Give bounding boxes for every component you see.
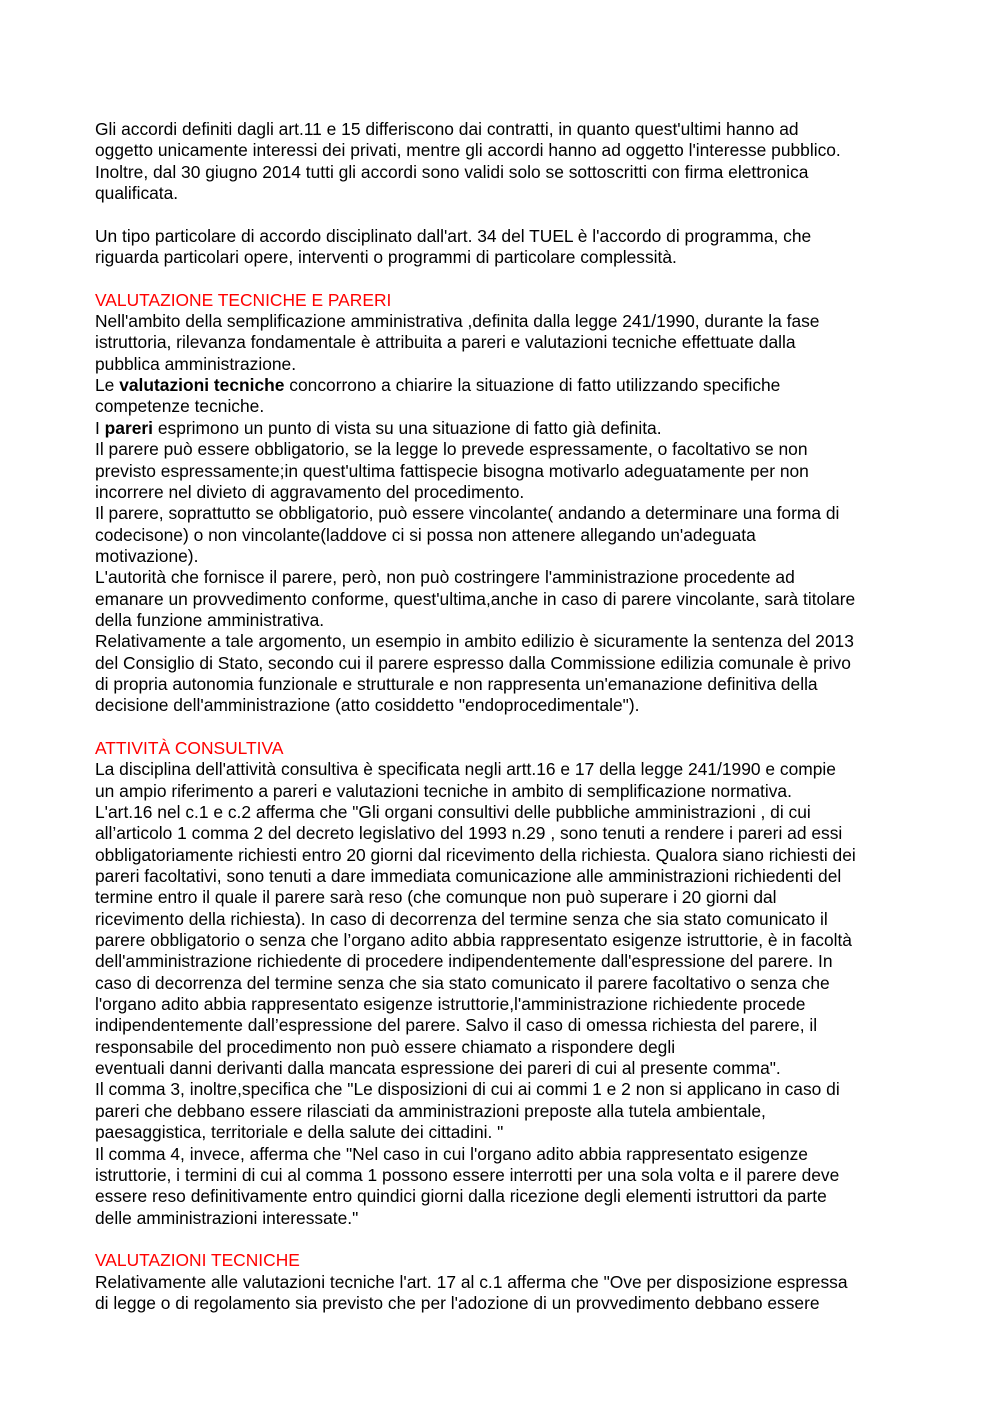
text-line: Inoltre, dal 30 giugno 2014 tutti gli accordi sono validi solo se sottoscritti con firma elettronica xyxy=(95,161,809,182)
text-line: qualificata. xyxy=(95,183,179,204)
text-run: concorrono a chiarire la situazione di fatto utilizzando specifiche xyxy=(284,375,781,396)
text-line: ricevimento della richiesta). In caso di decorrenza del termine senza che sia stato comunicato il xyxy=(95,908,828,929)
text-line: eventuali danni derivanti dalla mancata espressione dei pareri di cui al presente comma". xyxy=(95,1058,781,1079)
text-line: L'autorità che fornisce il parere, però, non può costringere l'amministrazione procedente ad xyxy=(95,567,795,588)
text-line: caso di decorrenza del termine senza che sia stato comunicato il parere facoltativo o senza che xyxy=(95,972,830,993)
text-line: indipendentemente dall’espressione del parere. Salvo il caso di omessa richiesta del parere, il xyxy=(95,1015,818,1036)
text-run: esprimono un punto di vista su una situazione di fatto già definita. xyxy=(153,417,662,438)
section-valutazioni-tecniche xyxy=(95,1250,915,1314)
text-line xyxy=(95,418,915,439)
text-line: La disciplina dell'attività consultiva è specificata negli artt.16 e 17 della legge 241/1990 e compie xyxy=(95,759,836,780)
text-line: obbligatoriamente richiesti entro 20 giorni dal ricevimento della richiesta. Qualora siano richiesti dei xyxy=(95,844,856,865)
text-line: Nell'ambito della semplificazione amministrativa ,definita dalla legge 241/1990, durante la fase xyxy=(95,311,820,332)
text-line: istruttorie, i termini di cui al comma 1 possono essere interrotti per una sola volta e il parere deve xyxy=(95,1164,840,1185)
text-line: previsto espressamente;in quest'ultima fattispecie bisogna motivarlo adeguatamente per non xyxy=(95,460,809,481)
text-line: competenze tecniche. xyxy=(95,396,265,417)
text-line: Un tipo particolare di accordo disciplinato dall'art. 34 del TUEL è l'accordo di programma, che xyxy=(95,225,812,246)
text-line: L'art.16 nel c.1 e c.2 afferma che "Gli organi consultivi delle pubbliche amministrazioni , di cui xyxy=(95,802,811,822)
section-heading: VALUTAZIONI TECNICHE xyxy=(95,1250,300,1271)
text-line: all’articolo 1 comma 2 del decreto legislativo del 1993 n.29 , sono tenuti a rendere i pareri ad essi xyxy=(95,823,843,844)
text-line: Relativamente a tale argomento, un esempio in ambito edilizio è sicuramente la sentenza del 2013 xyxy=(95,631,854,652)
text-line: di propria autonomia funzionale e strutturale e non rappresenta un'emanazione definitiva della xyxy=(95,673,818,694)
section-attivita-consultiva xyxy=(95,738,915,1229)
bold-term: pareri xyxy=(104,417,154,438)
paragraph-gap xyxy=(95,204,915,225)
text-line: del Consiglio di Stato, secondo cui il parere espresso dalla Commissione edilizia comunale è privo xyxy=(95,652,851,673)
text-line: codecisone) o non vincolante(laddove ci si possa non attenere allegando un'adeguata xyxy=(95,524,756,545)
text-line: responsabile del procedimento non può essere chiamato a rispondere degli xyxy=(95,1036,676,1057)
paragraph-gap xyxy=(95,717,915,738)
text-line: pareri che debbano essere rilasciati da amministrazioni preposte alla tutela ambientale, xyxy=(95,1100,766,1121)
text-line: decisione dell'amministrazione (atto cosiddetto "endoprocedimentale"). xyxy=(95,695,640,716)
text-line: Relativamente alle valutazioni tecniche l'art. 17 al c.1 afferma che "Ove per disposizione espressa xyxy=(95,1271,848,1292)
text-line: paesaggistica, territoriale e della salute dei cittadini. " xyxy=(95,1122,504,1143)
text-line xyxy=(95,375,915,396)
text-line: l'organo adito abbia rappresentato esigenze istruttorie,l'amministrazione richiedente procede xyxy=(95,994,806,1015)
intro-paragraph-2 xyxy=(95,226,915,269)
text-line: dell'amministrazione richiedente di procedere indipendentemente dall'espressione del parere. In xyxy=(95,951,833,972)
text-run: Le xyxy=(95,375,120,396)
text-line: della funzione amministrativa. xyxy=(95,609,325,630)
text-line: termine entro il quale il parere sarà reso (che comunque non può superare i 20 giorni dal xyxy=(95,887,777,908)
text-line: Il parere, soprattutto se obbligatorio, può essere vincolante( andando a determinare una forma di xyxy=(95,503,840,524)
section-valutazione-tecniche-pareri xyxy=(95,290,915,717)
text-line: Il parere può essere obbligatorio, se la legge lo prevede espressamente, o facoltativo se non xyxy=(95,439,808,460)
text-line: di legge o di regolamento sia previsto che per l'adozione di un provvedimento debbano essere xyxy=(95,1292,820,1313)
text-line: delle amministrazioni interessate." xyxy=(95,1207,359,1228)
text-line: riguarda particolari opere, interventi o programmi di particolare complessità. xyxy=(95,247,677,268)
paragraph-gap xyxy=(95,1229,915,1250)
text-line: pareri facoltativi, sono tenuti a dare immediata comunicazione alle amministrazioni richiedenti del xyxy=(95,866,842,887)
text-line: parere obbligatorio o senza che l’organo adito abbia rappresentato esigenze istruttorie, è in facoltà xyxy=(95,930,852,951)
text-line: Il comma 3, inoltre,specifica che "Le disposizioni di cui ai commi 1 e 2 non si applicano in caso di xyxy=(95,1079,840,1100)
intro-paragraph-1 xyxy=(95,119,915,204)
text-line: pubblica amministrazione. xyxy=(95,353,297,374)
section-heading: ATTIVITÀ CONSULTIVA xyxy=(95,737,284,758)
text-line: un ampio riferimento a pareri e valutazioni tecniche in ambito di semplificazione normativa. xyxy=(95,780,792,801)
text-line: essere reso definitivamente entro quindici giorni dalla ricezione degli elementi istruttori da parte xyxy=(95,1186,827,1207)
text-line: motivazione). xyxy=(95,545,199,566)
document-page xyxy=(95,119,915,1314)
paragraph-gap xyxy=(95,268,915,289)
text-line: oggetto unicamente interessi dei privati, mentre gli accordi hanno ad oggetto l'interesse pubblico. xyxy=(95,140,841,161)
text-line: istruttoria, rilevanza fondamentale è attribuita a pareri e valutazioni tecniche effettuate dalla xyxy=(95,332,796,353)
text-run: I xyxy=(95,417,105,438)
text-line: Il comma 4, invece, afferma che "Nel caso in cui l'organo adito abbia rappresentato esigenze xyxy=(95,1143,808,1164)
text-line: Gli accordi definiti dagli art.11 e 15 differiscono dai contratti, in quanto quest'ultimi hanno ad xyxy=(95,119,799,139)
text-line: incorrere nel divieto di aggravamento del procedimento. xyxy=(95,481,525,502)
section-heading: VALUTAZIONE TECNICHE E PARERI xyxy=(95,289,392,310)
bold-term: valutazioni tecniche xyxy=(119,375,285,396)
text-line: emanare un provvedimento conforme, quest'ultima,anche in caso di parere vincolante, sarà titolare xyxy=(95,588,856,609)
